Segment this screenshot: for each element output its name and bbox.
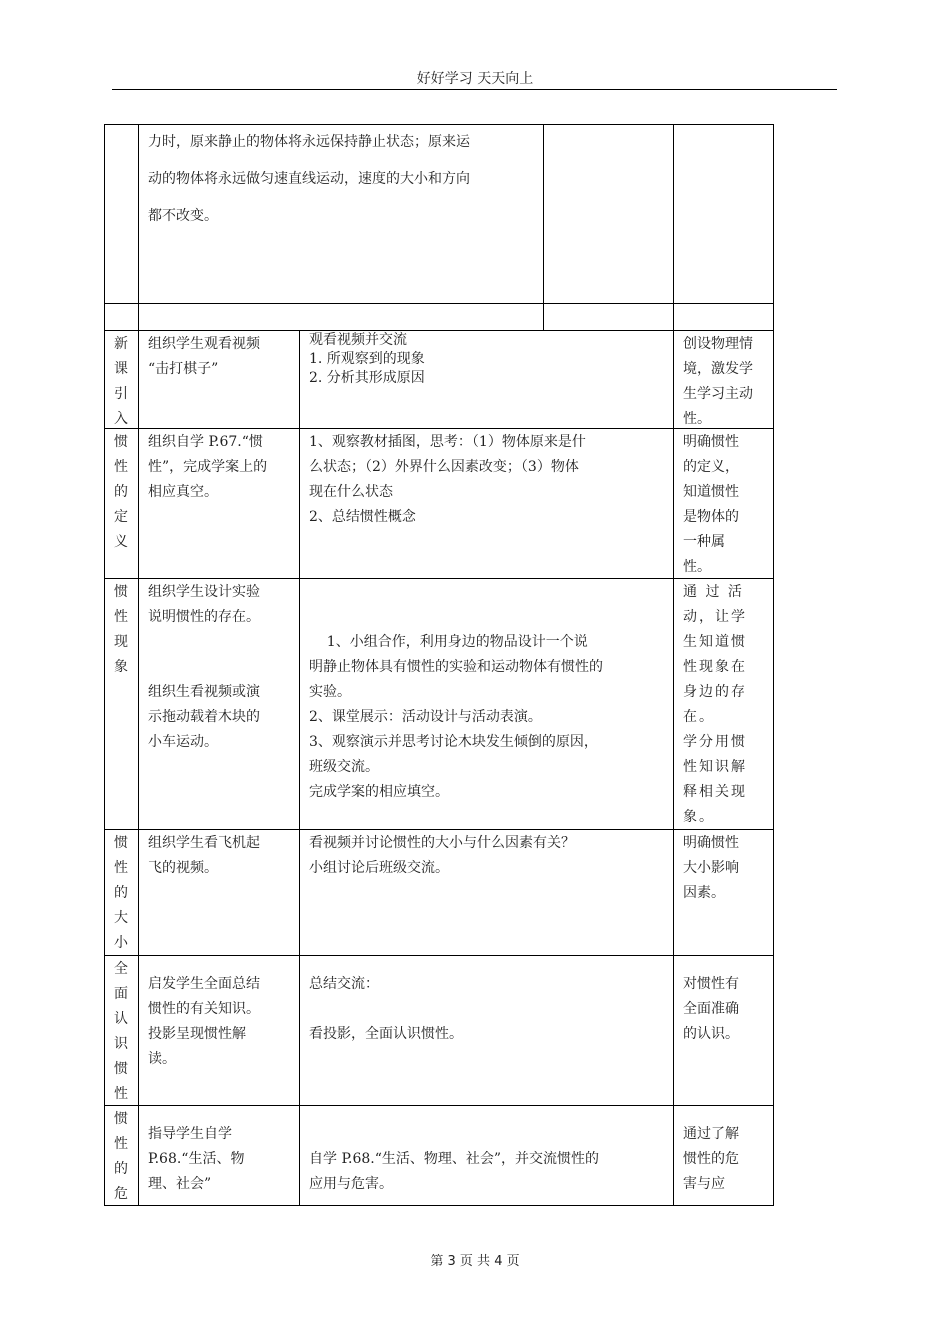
teacher-activity-2: 组织生看视频或演 示拖动载着木块的 小车运动。 xyxy=(148,684,260,750)
design-intent: 通过了解 惯性的危 害与应 xyxy=(683,1126,739,1192)
student-activity: 总结交流： 看投影，全面认识惯性。 xyxy=(309,976,463,1042)
stage-label: 新 课 引 入 xyxy=(114,336,128,427)
student-activity: 看视频并讨论惯性的大小与什么因素有关？ 小组讨论后班级交流。 xyxy=(309,835,575,876)
stage-label: 惯 性 现 象 xyxy=(114,584,128,675)
stage-label: 惯 性 的 危 xyxy=(114,1111,128,1202)
student-activity: 1、观察教材插图，思考：（1）物体原来是什 么状态；（2）外界什么因素改变；（3）物体 现在什么状态 2、总结惯性概念 xyxy=(309,434,586,525)
table-border xyxy=(299,330,300,1206)
student-activity: 自学 P.68.“生活、物理、社会”，并交流惯性的 应用与危害。 xyxy=(309,1151,600,1192)
design-intent: 明确惯性 的定义， 知道惯性 是物体的 一种属 性。 xyxy=(683,434,739,575)
table-border xyxy=(673,124,674,1206)
stage-label: 惯 性 的 大 小 xyxy=(114,835,128,951)
teacher-activity: 启发学生全面总结 惯性的有关知识。 投影呈现惯性解 读。 xyxy=(148,976,260,1067)
teacher-activity: 组织学生观看视频 “击打棋子” xyxy=(148,336,260,377)
teacher-activity: 组织学生看飞机起 飞的视频。 xyxy=(148,835,260,876)
design-intent: 对惯性有 全面准确 的认识。 xyxy=(683,976,739,1042)
continuation-text xyxy=(148,124,543,235)
text-line: 力时，原来静止的物体将永远保持静止状态；原来运 xyxy=(148,134,470,150)
table-border xyxy=(104,124,105,1206)
table-border xyxy=(138,124,139,1206)
table-border xyxy=(543,124,544,331)
design-intent: 创设物理情 境，激发学 生学习主动 性。 xyxy=(683,336,753,427)
stage-label: 全 面 认 识 惯 性 xyxy=(114,961,128,1102)
table-border xyxy=(773,124,774,1206)
stage-label: 惯 性 的 定 义 xyxy=(114,434,128,550)
page-header: 好好学习 天天向上 xyxy=(416,71,534,87)
design-intent: 明确惯性 大小影响 因素。 xyxy=(683,835,739,901)
text-line: 都不改变。 xyxy=(148,208,218,224)
student-activity: 观看视频并交流 1. 所观察到的现象 2. 分析其形成原因 xyxy=(309,332,425,386)
teacher-activity: 组织自学 P.67.“惯 性”，完成学案上的 相应真空。 xyxy=(148,434,268,500)
design-intent: 通 过 活 动，让学 生知道惯 性现象在 身边的存 在。 学分用惯 性知识解 释相关现 象。 xyxy=(683,584,747,825)
header-rule xyxy=(112,89,837,90)
text-line: 动的物体将永远做匀速直线运动，速度的大小和方向 xyxy=(148,171,470,187)
page-footer: 第 3 页 共 4 页 xyxy=(430,1254,520,1269)
student-activity: 1、小组合作，利用身边的物品设计一个说 明静止物体具有惯性的实验和运动物体有惯性的 实验。 2、课堂展示：活动设计与活动表演。 3、观察演示并思考讨论木块发生倾倒的原因， 班级交流。 完成学案的相应填空。 xyxy=(309,634,603,800)
teacher-activity: 组织学生设计实验 说明惯性的存在。 xyxy=(148,584,260,625)
teacher-activity: 指导学生自学 P.68.“生活、物 理、社会” xyxy=(148,1126,245,1192)
